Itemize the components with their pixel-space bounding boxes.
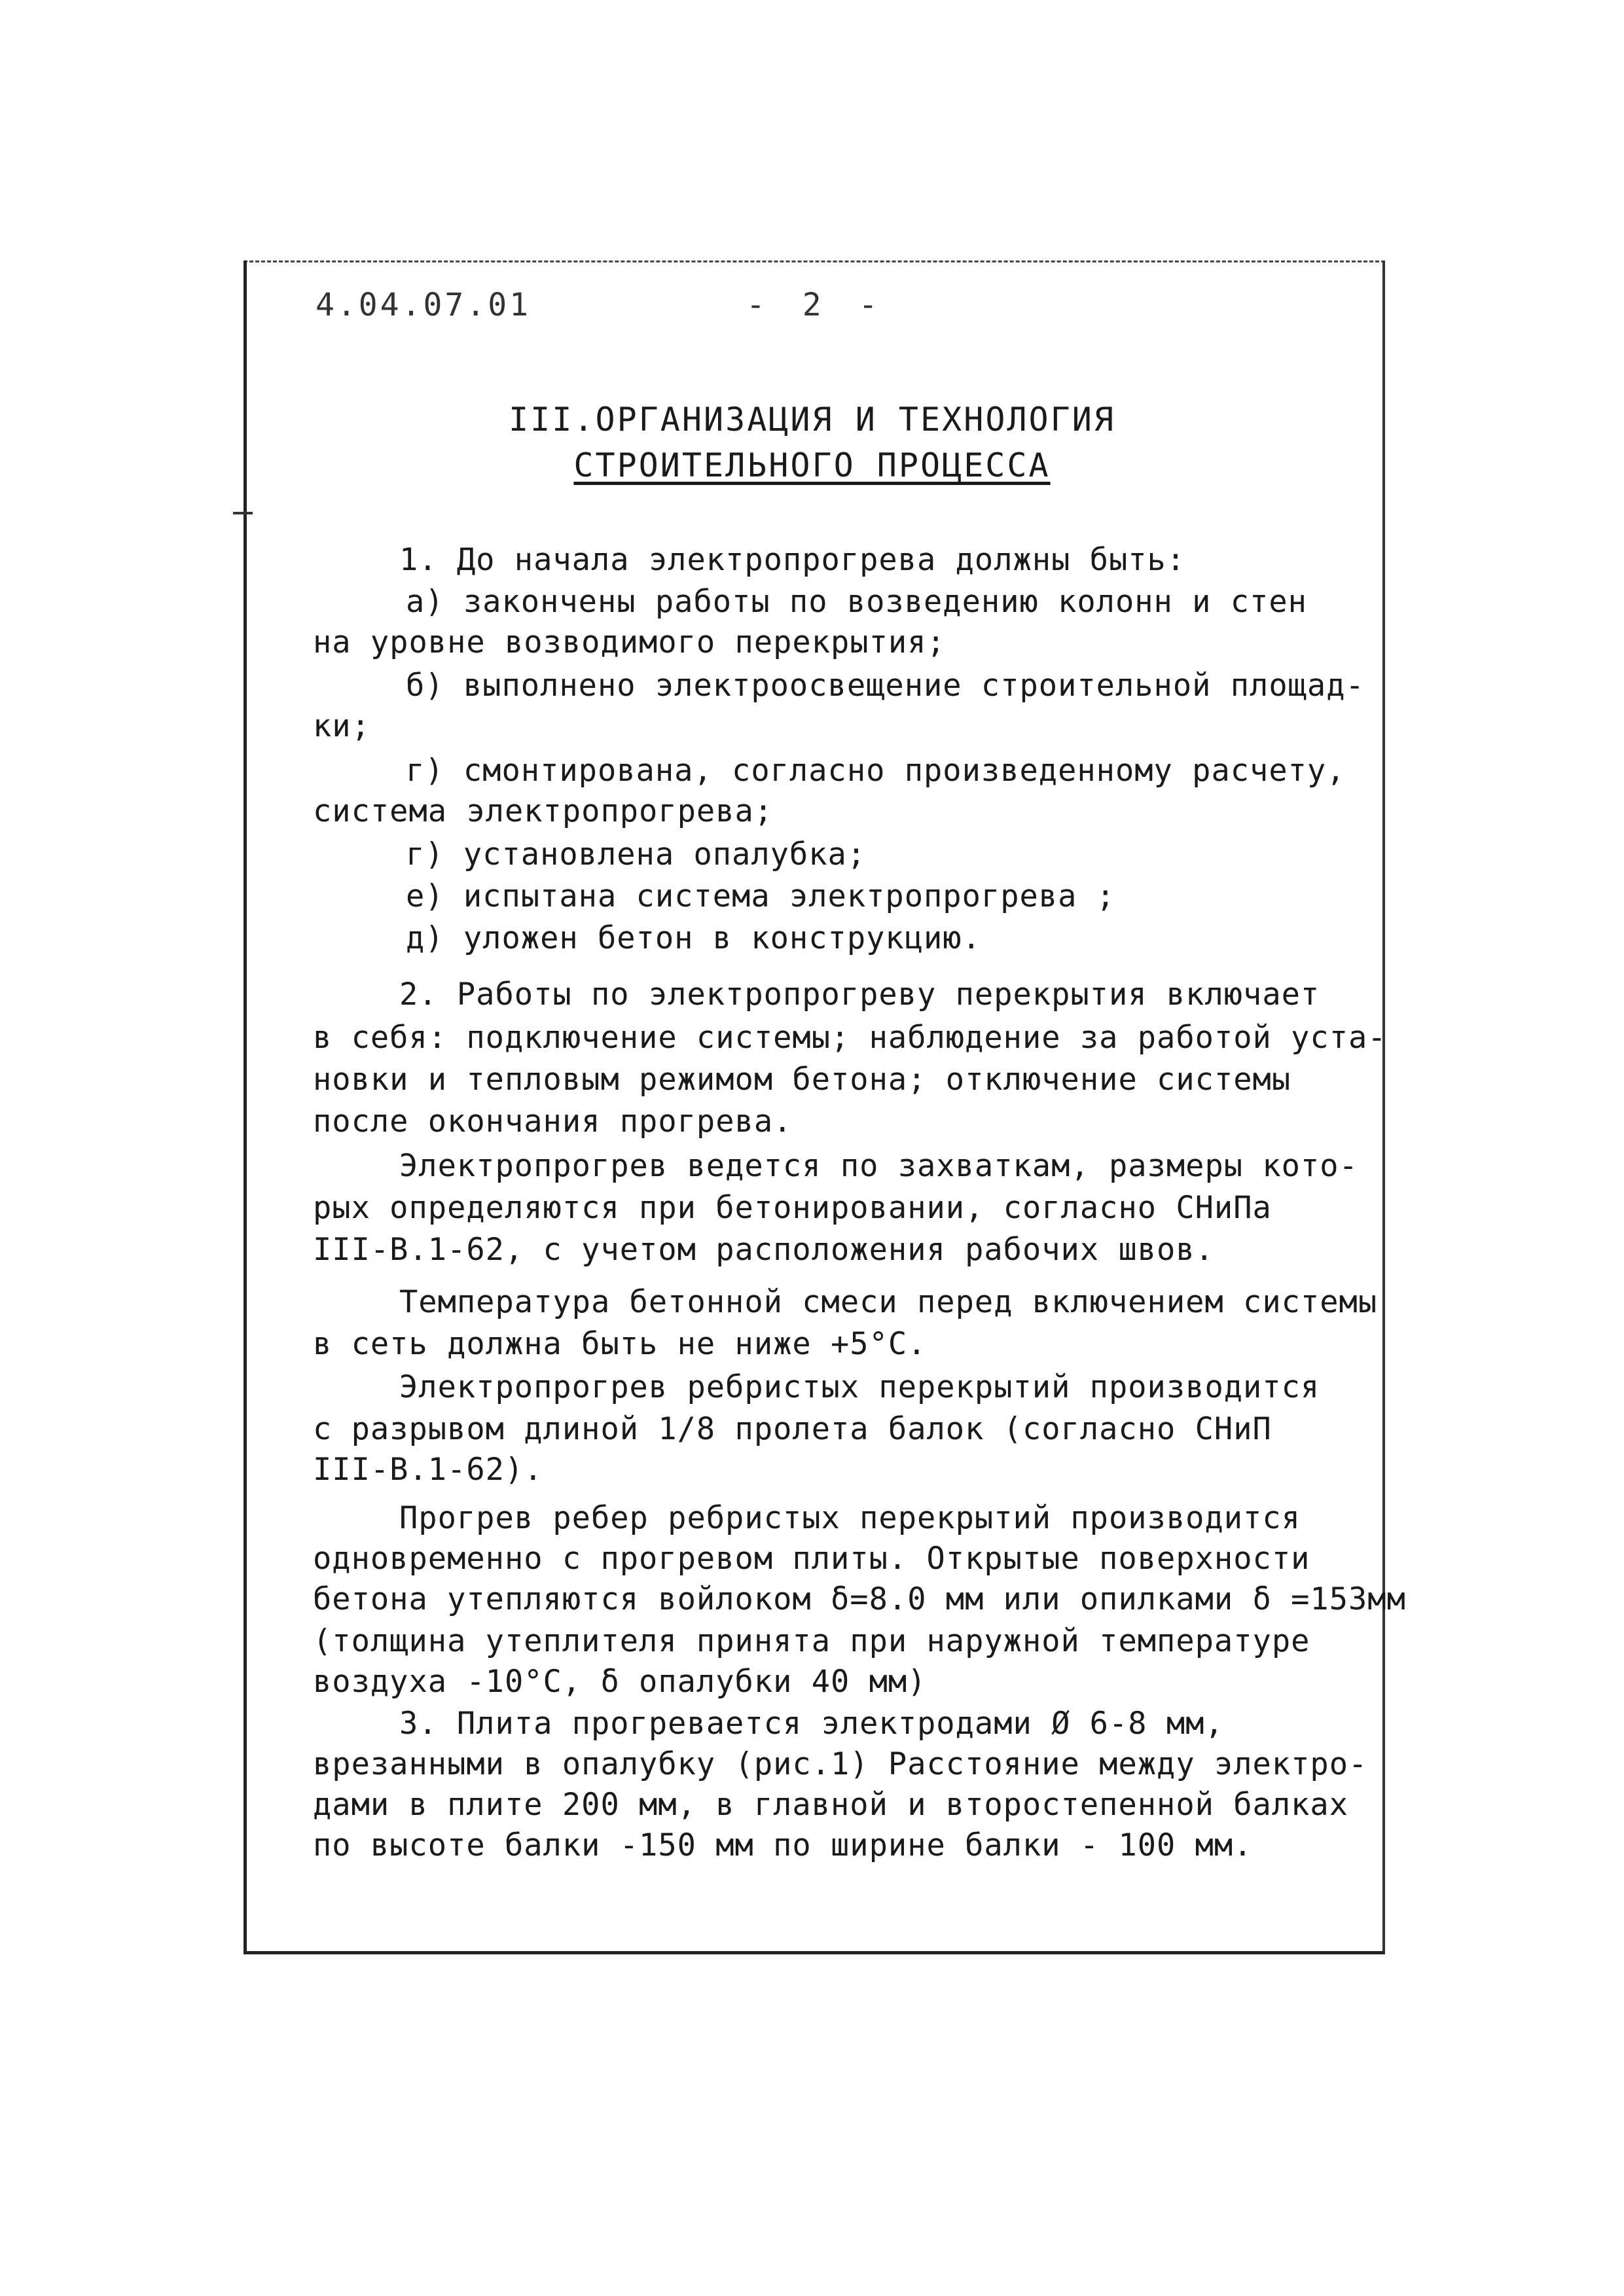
paragraph-6-line-2: одновременно с прогревом плиты. Открытые поверхности [313, 1541, 1310, 1577]
document-code: 4.04.07.01 [316, 287, 531, 323]
paragraph-3-line-2: рых определяются при бетонировании, согласно СНиПа [313, 1190, 1272, 1226]
paragraph-6-line-3: бетона утепляются войлоком δ=8.0 мм или опилками δ =153мм [313, 1581, 1406, 1617]
paragraph-2-line-1: 2. Работы по электропрогреву перекрытия включает [399, 977, 1320, 1013]
paragraph-6-line-4: (толщина утеплителя принята при наружной температуре [313, 1623, 1310, 1659]
paragraph-5-line-1: Электропрогрев ребристых перекрытий производится [399, 1369, 1320, 1405]
paragraph-5-line-3: III-В.1-62). [313, 1452, 543, 1488]
paragraph-7-line-3: дами в плите 200 мм, в главной и второстепенной балках [313, 1787, 1349, 1823]
paragraph-3-line-1: Электропрогрев ведется по захваткам, размеры кото- [399, 1148, 1358, 1184]
paragraph-3-line-3: III-В.1-62, с учетом расположения рабочих швов. [313, 1232, 1214, 1268]
paragraph-1-heading: 1. До начала электропрогрева должны быть: [399, 542, 1186, 578]
paragraph-4-line-2: в сеть должна быть не ниже +5°С. [313, 1326, 927, 1362]
paragraph-5-line-2: с разрывом длиной 1/8 пролета балок (согласно СНиП [313, 1411, 1272, 1447]
list-item-b: б) выполнено электроосвещение строительной площад- [406, 668, 1365, 704]
list-item-g2: г) установлена опалубка; [406, 836, 867, 872]
paragraph-2-line-4: после окончания прогрева. [313, 1103, 793, 1139]
paragraph-4-line-1: Температура бетонной смеси перед включением системы [399, 1284, 1378, 1320]
paragraph-7-line-2: врезанными в опалубку (рис.1) Расстояние между электро- [313, 1746, 1368, 1782]
paragraph-7-line-1: 3. Плита прогревается электродами Ø 6-8 мм, [399, 1706, 1224, 1742]
paragraph-2-line-2: в себя: подключение системы; наблюдение за работой уста- [313, 1020, 1387, 1056]
paragraph-2-line-3: новки и тепловым режимом бетона; отключение системы [313, 1062, 1291, 1098]
paragraph-6-line-5: воздуха -10°С, δ опалубки 40 мм) [313, 1664, 927, 1700]
list-item-a-cont: на уровне возводимого перекрытия; [313, 624, 946, 660]
paragraph-6-line-1: Прогрев ребер ребристых перекрытий производится [399, 1500, 1301, 1536]
margin-mark [233, 512, 253, 514]
section-title-line-2: СТРОИТЕЛЬНОГО ПРОЦЕССА [573, 446, 1051, 484]
paragraph-7-line-4: по высоте балки -150 мм по ширине балки - 100 мм. [313, 1827, 1253, 1863]
page-number: - 2 - [746, 287, 887, 323]
list-item-b-cont: ки; [313, 708, 370, 744]
section-title-line-1: III.ОРГАНИЗАЦИЯ И ТЕХНОЛОГИЯ [509, 401, 1115, 439]
list-item-g: г) смонтирована, согласно произведенному расчету, [406, 753, 1346, 789]
list-item-e: е) испытана система электропрогрева ; [406, 878, 1115, 914]
list-item-g-cont: система электропрогрева; [313, 793, 774, 829]
list-item-a: а) закончены работы по возведению колонн и стен [406, 584, 1307, 620]
list-item-d: д) уложен бетон в конструкцию. [406, 920, 981, 956]
